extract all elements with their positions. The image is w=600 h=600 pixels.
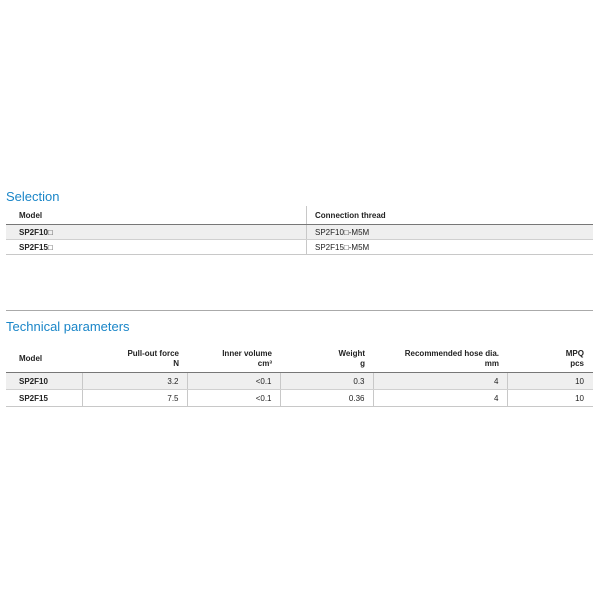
cell-mpq: 10 <box>507 373 593 390</box>
technical-header-model <box>6 345 82 373</box>
selection-title: Selection <box>6 189 60 204</box>
cell-volume: <0.1 <box>187 390 280 407</box>
technical-title: Technical parameters <box>6 319 130 334</box>
cell-hose: 4 <box>373 390 507 407</box>
header-label: Model <box>19 353 43 363</box>
cell-weight: 0.3 <box>280 373 373 390</box>
header-label: Inner volume <box>222 348 272 358</box>
header-label: MPQ <box>565 348 584 358</box>
header-label: Weight <box>338 348 365 358</box>
cell-hose: 4 <box>373 373 507 390</box>
table-row <box>6 225 593 240</box>
technical-header-weight <box>280 345 373 373</box>
cell-pullout: 3.2 <box>82 373 187 390</box>
technical-table <box>6 345 593 407</box>
selection-header-model: Model <box>6 206 307 225</box>
technical-header-hose <box>373 345 507 373</box>
header-unit: cm³ <box>257 358 272 368</box>
header-label: Pull-out force <box>127 348 179 358</box>
cell-weight: 0.36 <box>280 390 373 407</box>
cell-model: SP2F10 <box>6 373 82 390</box>
technical-header-row <box>6 345 593 373</box>
header-label: Recommended hose dia. <box>404 348 499 358</box>
selection-cell-thread: SP2F15□-M5M <box>307 240 594 255</box>
header-unit: g <box>360 358 365 368</box>
selection-cell-model: SP2F15□ <box>6 240 307 255</box>
table-row <box>6 390 593 407</box>
header-unit: pcs <box>570 358 584 368</box>
technical-header-mpq <box>507 345 593 373</box>
header-unit: mm <box>484 358 499 368</box>
technical-header-pullout <box>82 345 187 373</box>
cell-pullout: 7.5 <box>82 390 187 407</box>
selection-header-thread: Connection thread <box>307 206 594 225</box>
selection-cell-thread: SP2F10□-M5M <box>307 225 594 240</box>
cell-volume: <0.1 <box>187 373 280 390</box>
cell-mpq: 10 <box>507 390 593 407</box>
selection-table <box>6 206 593 255</box>
technical-header-volume <box>187 345 280 373</box>
header-unit: N <box>173 358 179 368</box>
selection-cell-model: SP2F10□ <box>6 225 307 240</box>
table-row <box>6 373 593 390</box>
cell-model: SP2F15 <box>6 390 82 407</box>
section-divider <box>6 310 593 311</box>
selection-header-row <box>6 206 593 225</box>
table-row <box>6 240 593 255</box>
